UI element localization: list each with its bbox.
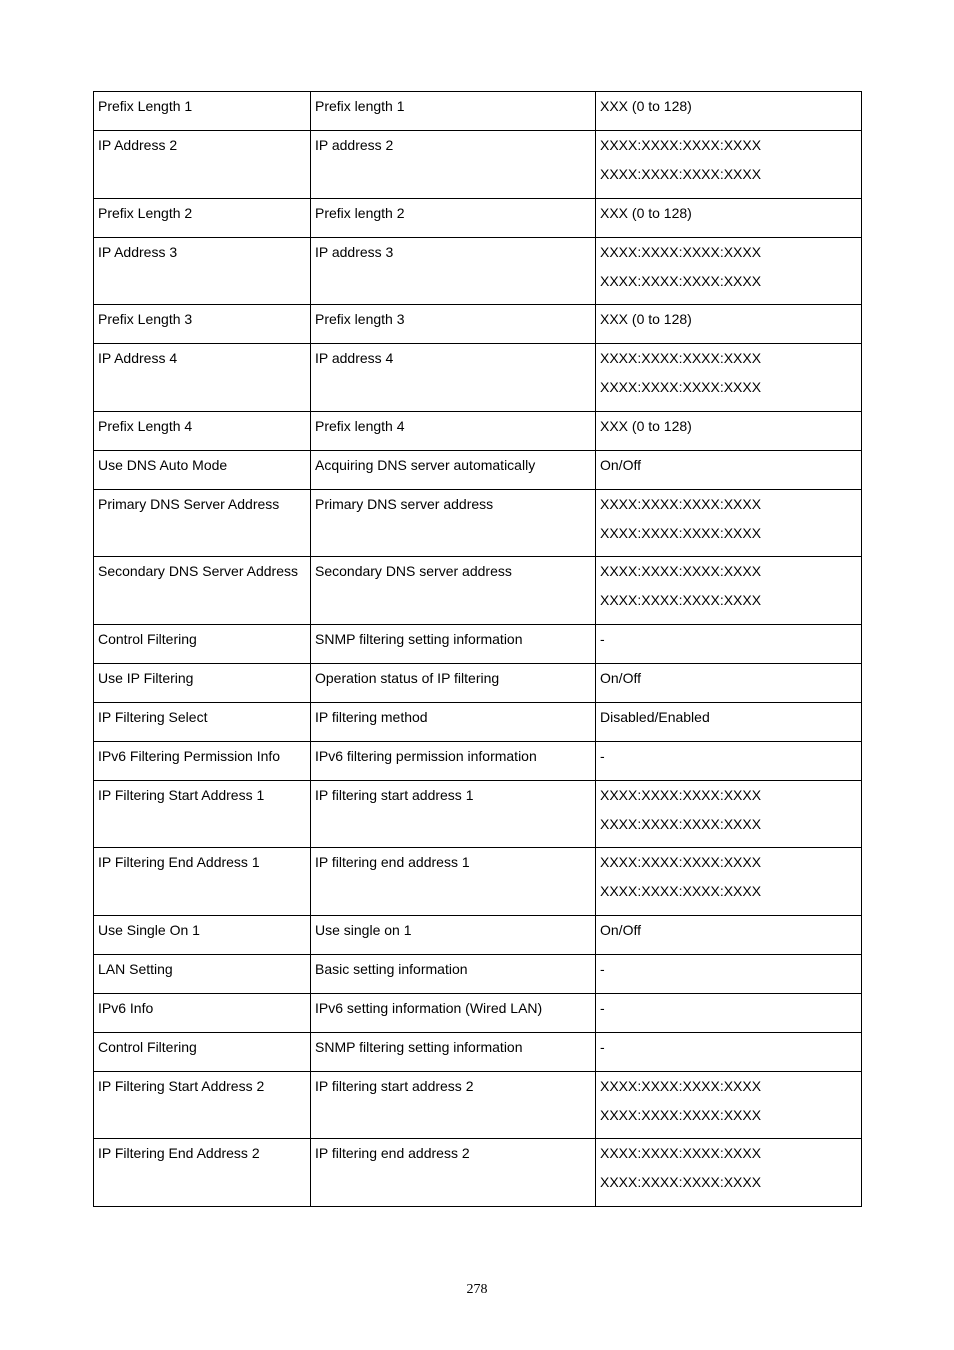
page-number: 278: [466, 1282, 488, 1297]
setting-value-cell: [596, 489, 862, 557]
setting-value-line: On/Off: [600, 921, 641, 938]
table-row: [94, 131, 862, 199]
setting-value-line: XXX (0 to 128): [600, 98, 692, 114]
setting-value-cell: [596, 663, 862, 702]
setting-description-cell: Prefix length 3: [311, 305, 596, 344]
setting-item-cell: IP Address 2: [94, 131, 311, 199]
setting-value-line: XXXX:XXXX:XXXX:XXXX: [600, 592, 762, 608]
setting-value-cell: [596, 1071, 862, 1139]
setting-item-cell: Use IP Filtering: [94, 663, 311, 702]
table-row: [94, 1071, 862, 1139]
setting-value-cell: [596, 741, 862, 780]
table-row: [94, 624, 862, 663]
setting-item-cell: IPv6 Info: [94, 993, 311, 1032]
setting-item-cell: IP Address 3: [94, 237, 311, 305]
table-row: [94, 663, 862, 702]
table-row: [94, 915, 862, 954]
setting-value-line: Disabled/Enabled: [600, 708, 710, 725]
setting-item-cell: IP Filtering Select: [94, 702, 311, 741]
setting-description-cell: Primary DNS server address: [311, 489, 596, 557]
setting-item-cell: IP Filtering End Address 1: [94, 848, 311, 916]
settings-table: [93, 91, 862, 1207]
setting-item-cell: Use DNS Auto Mode: [94, 450, 311, 489]
setting-value-line: XXXX:XXXX:XXXX:XXXX: [600, 563, 762, 579]
setting-description-cell: IPv6 setting information (Wired LAN): [311, 993, 596, 1032]
setting-value-cell: [596, 450, 862, 489]
setting-value-cell: [596, 411, 862, 450]
table-row: [94, 411, 862, 450]
table-row: [94, 237, 862, 305]
setting-item-cell: IP Filtering Start Address 1: [94, 780, 311, 848]
setting-value-line: XXX (0 to 128): [600, 311, 692, 327]
setting-item-cell: Control Filtering: [94, 1032, 311, 1071]
table-row: [94, 489, 862, 557]
setting-description-cell: IP filtering start address 2: [311, 1071, 596, 1139]
setting-value-cell: [596, 624, 862, 663]
setting-value-line: XXXX:XXXX:XXXX:XXXX: [600, 495, 762, 512]
setting-description-cell: Prefix length 4: [311, 411, 596, 450]
setting-item-cell: Secondary DNS Server Address: [94, 557, 311, 625]
setting-value-line: XXXX:XXXX:XXXX:XXXX: [600, 137, 762, 153]
setting-description-cell: IPv6 filtering permission information: [311, 741, 596, 780]
table-row: [94, 344, 862, 412]
table-row: [94, 305, 862, 344]
setting-value-cell: [596, 131, 862, 199]
setting-value-line: XXXX:XXXX:XXXX:XXXX: [600, 524, 762, 541]
setting-value-cell: [596, 954, 862, 993]
setting-value-line: XXXX:XXXX:XXXX:XXXX: [600, 350, 762, 366]
setting-value-cell: [596, 344, 862, 412]
table-row: [94, 993, 862, 1032]
setting-value-cell: [596, 305, 862, 344]
setting-description-cell: IP filtering start address 1: [311, 780, 596, 848]
setting-description-cell: SNMP filtering setting information: [311, 624, 596, 663]
setting-description-cell: Operation status of IP filtering: [311, 663, 596, 702]
setting-description-cell: IP filtering end address 1: [311, 848, 596, 916]
setting-value-cell: [596, 557, 862, 625]
setting-value-cell: [596, 1032, 862, 1071]
setting-value-line: -: [600, 747, 605, 764]
setting-value-cell: [596, 237, 862, 305]
setting-value-cell: [596, 993, 862, 1032]
setting-value-line: XXXX:XXXX:XXXX:XXXX: [600, 272, 762, 289]
setting-description-cell: IP filtering end address 2: [311, 1139, 596, 1207]
table-row: [94, 741, 862, 780]
setting-value-line: XXXX:XXXX:XXXX:XXXX: [600, 1077, 762, 1094]
setting-value-line: -: [600, 1038, 605, 1055]
setting-item-cell: Primary DNS Server Address: [94, 489, 311, 557]
setting-value-cell: [596, 848, 862, 916]
setting-item-cell: IP Filtering End Address 2: [94, 1139, 311, 1207]
setting-value-line: XXX (0 to 128): [600, 204, 692, 221]
setting-item-cell: Prefix Length 4: [94, 411, 311, 450]
table-row: [94, 780, 862, 848]
table-row: [94, 1032, 862, 1071]
setting-value-cell: [596, 92, 862, 131]
setting-value-line: -: [600, 630, 605, 647]
setting-value-line: XXXX:XXXX:XXXX:XXXX: [600, 243, 762, 260]
setting-value-line: On/Off: [600, 669, 641, 686]
setting-value-line: XXXX:XXXX:XXXX:XXXX: [600, 786, 762, 803]
setting-description-cell: Prefix length 2: [311, 198, 596, 237]
table-row: [94, 702, 862, 741]
setting-value-line: -: [600, 999, 605, 1016]
setting-value-cell: [596, 915, 862, 954]
setting-value-line: XXX (0 to 128): [600, 417, 692, 434]
table-row: [94, 848, 862, 916]
setting-value-line: XXXX:XXXX:XXXX:XXXX: [600, 815, 762, 832]
setting-description-cell: Secondary DNS server address: [311, 557, 596, 625]
setting-item-cell: IPv6 Filtering Permission Info: [94, 741, 311, 780]
setting-item-cell: LAN Setting: [94, 954, 311, 993]
setting-value-cell: [596, 1139, 862, 1207]
table-row: [94, 557, 862, 625]
setting-value-line: On/Off: [600, 456, 641, 473]
setting-value-line: XXXX:XXXX:XXXX:XXXX: [600, 1106, 762, 1123]
setting-item-cell: Prefix Length 2: [94, 198, 311, 237]
setting-value-line: XXXX:XXXX:XXXX:XXXX: [600, 1174, 762, 1190]
setting-item-cell: Prefix Length 3: [94, 305, 311, 344]
table-row: [94, 92, 862, 131]
setting-value-line: XXXX:XXXX:XXXX:XXXX: [600, 166, 762, 182]
setting-description-cell: IP address 4: [311, 344, 596, 412]
setting-item-cell: Prefix Length 1: [94, 92, 311, 131]
setting-item-cell: IP Filtering Start Address 2: [94, 1071, 311, 1139]
table-row: [94, 1139, 862, 1207]
setting-value-line: XXXX:XXXX:XXXX:XXXX: [600, 379, 762, 395]
setting-value-line: XXXX:XXXX:XXXX:XXXX: [600, 883, 762, 899]
setting-description-cell: IP address 2: [311, 131, 596, 199]
setting-description-cell: Prefix length 1: [311, 92, 596, 131]
table-row: [94, 198, 862, 237]
setting-value-cell: [596, 702, 862, 741]
settings-table-body: [94, 92, 862, 1207]
setting-description-cell: Acquiring DNS server automatically: [311, 450, 596, 489]
setting-item-cell: Use Single On 1: [94, 915, 311, 954]
setting-description-cell: Basic setting information: [311, 954, 596, 993]
setting-description-cell: Use single on 1: [311, 915, 596, 954]
setting-value-line: -: [600, 960, 605, 977]
setting-description-cell: IP filtering method: [311, 702, 596, 741]
table-row: [94, 954, 862, 993]
setting-value-cell: [596, 198, 862, 237]
setting-description-cell: IP address 3: [311, 237, 596, 305]
setting-item-cell: Control Filtering: [94, 624, 311, 663]
table-row: [94, 450, 862, 489]
setting-description-cell: SNMP filtering setting information: [311, 1032, 596, 1071]
setting-value-line: XXXX:XXXX:XXXX:XXXX: [600, 1145, 762, 1161]
setting-item-cell: IP Address 4: [94, 344, 311, 412]
setting-value-cell: [596, 780, 862, 848]
setting-value-line: XXXX:XXXX:XXXX:XXXX: [600, 854, 762, 870]
